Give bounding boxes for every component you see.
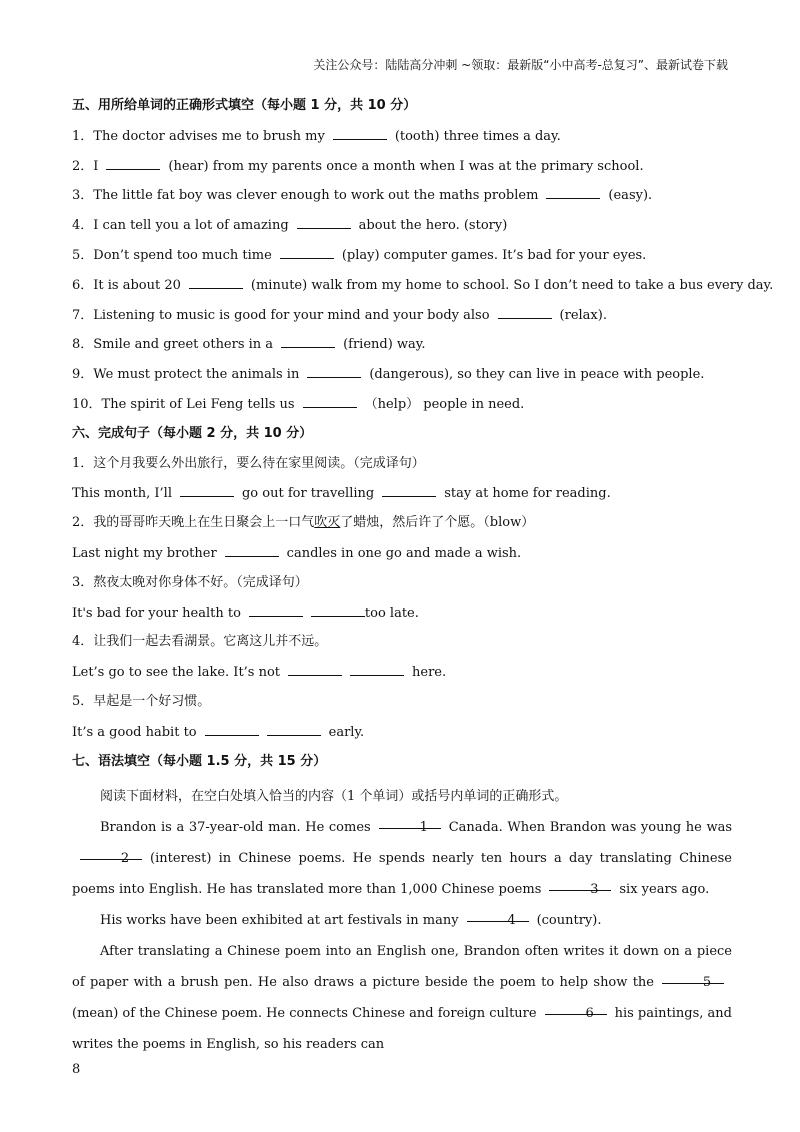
question-number: 8． (72, 337, 94, 353)
text: After translating a Chinese poem into an English one, Brandon often writes it down on a piece of paper with a brush pen. He also draws a picture beside the poem to help show the (72, 944, 732, 991)
numbered-blank[interactable]: 3 (549, 874, 611, 891)
s5-question (72, 334, 732, 364)
s5-question (72, 394, 732, 424)
text: 2．我的哥哥昨天晚上在生日聚会上一口气 (72, 515, 315, 531)
text: too late. (364, 605, 419, 621)
answer-blank[interactable] (225, 543, 279, 557)
question-number: 4． (72, 218, 94, 234)
question-number: 7． (72, 307, 94, 323)
worksheet-content (72, 96, 774, 1060)
text: It's bad for your health to (72, 605, 241, 621)
s5-question (72, 275, 774, 305)
question-hint: (minute) walk from my home to school. So I don’t need to take a bus every day. (250, 277, 774, 293)
question-text: I can tell you a lot of amazing (93, 218, 289, 234)
answer-blank[interactable] (205, 722, 259, 736)
s6-q2-chinese (72, 513, 732, 543)
answer-blank[interactable] (297, 215, 351, 229)
underlined-word: 吹灭 (314, 515, 341, 531)
question-hint: about the hero. (story) (358, 218, 508, 234)
answer-blank[interactable] (307, 364, 361, 378)
text: go out for travelling (241, 486, 375, 502)
text: Canada. When Brandon was young he was (448, 820, 732, 836)
s5-question (72, 364, 732, 394)
answer-blank[interactable] (189, 275, 243, 289)
question-text: We must protect the animals in (93, 367, 300, 383)
question-number: 2． (72, 158, 94, 174)
text: Brandon is a 37-year-old man. He comes (100, 820, 371, 836)
text: stay at home for reading. (444, 486, 611, 502)
s7-paragraph-3 (72, 936, 732, 1060)
question-hint: (dangerous), so they can live in peace with people. (369, 367, 705, 383)
text: Let’s go to see the lake. It’s not (72, 665, 281, 681)
answer-blank[interactable] (106, 156, 160, 170)
text: This month, I’ll (72, 486, 172, 502)
section-5-list (72, 126, 774, 424)
question-hint: （help） people in need. (364, 396, 525, 412)
s6-q4-chinese: 4．让我们一起去看湖景。它离这儿并不远。 (72, 634, 328, 650)
answer-blank[interactable] (498, 305, 552, 319)
question-number: 5． (72, 247, 94, 263)
answer-blank[interactable] (303, 394, 357, 408)
question-hint: (relax). (559, 307, 607, 323)
text: early. (328, 724, 365, 740)
answer-blank[interactable] (180, 483, 234, 497)
numbered-blank[interactable]: 1 (379, 812, 441, 829)
answer-blank[interactable] (280, 245, 334, 259)
page-number: 8 (72, 1062, 81, 1077)
text: candles in one go and made a wish. (286, 545, 522, 561)
question-text: The doctor advises me to brush my (93, 128, 325, 144)
text: (mean) of the Chinese poem. He connects Chinese and foreign culture (72, 1006, 537, 1022)
section-6-title: 六、完成句子（每小题 2 分，共 10 分） (72, 425, 313, 441)
question-number: 3． (72, 188, 94, 204)
answer-blank[interactable] (249, 603, 303, 617)
text: six years ago. (619, 882, 710, 898)
s5-question (72, 305, 732, 335)
s6-q3-chinese: 3．熬夜太晚对你身体不好。（完成译句） (72, 574, 308, 590)
answer-blank[interactable] (350, 662, 404, 676)
numbered-blank[interactable]: 5 (662, 967, 724, 984)
question-hint: (tooth) three times a day. (394, 128, 561, 144)
question-number: 9． (72, 367, 94, 383)
question-text: Smile and greet others in a (93, 337, 274, 353)
question-text: Don’t spend too much time (93, 247, 272, 263)
s5-question (72, 185, 732, 215)
answer-blank[interactable] (288, 662, 342, 676)
text: It’s a good habit to (72, 724, 197, 740)
numbered-blank[interactable]: 6 (545, 998, 607, 1015)
question-hint: (easy). (608, 188, 653, 204)
answer-blank[interactable] (311, 603, 365, 617)
s6-q3-english (72, 603, 732, 633)
text: (interest) in Chinese poems. He spends nearly ten hours a day translating Chinese poems into English. He has translated more than 1,000 Chinese poems (72, 851, 732, 898)
text: 了蜡烛，然后许了个愿。（blow） (340, 515, 535, 531)
s6-q2-english (72, 543, 732, 573)
answer-blank[interactable] (333, 126, 387, 140)
s7-paragraph-2 (72, 905, 732, 936)
answer-blank[interactable] (281, 334, 335, 348)
text: His works have been exhibited at art festivals in many (100, 913, 459, 929)
s5-question (72, 245, 732, 275)
s5-question (72, 126, 732, 156)
question-number: 10． (72, 396, 102, 412)
s7-intro: 阅读下面材料，在空白处填入恰当的内容（1 个单词）或括号内单词的正确形式。 (100, 789, 568, 805)
question-hint: (hear) from my parents once a month when I was at the primary school. (168, 158, 644, 174)
question-text: I (93, 158, 99, 174)
s6-q4-english (72, 662, 732, 692)
section-5-title: 五、用所给单词的正确形式填空（每小题 1 分，共 10 分） (72, 98, 417, 113)
s6-q1-english (72, 483, 732, 513)
question-hint: (friend) way. (343, 337, 426, 353)
question-text: The little fat boy was clever enough to work out the maths problem (93, 188, 539, 204)
s6-q5-chinese: 5．早起是一个好习惯。 (72, 693, 211, 709)
text: Last night my brother (72, 545, 217, 561)
section-7-title: 七、语法填空（每小题 1.5 分，共 15 分） (72, 753, 327, 769)
s7-paragraph-1 (72, 812, 732, 905)
s6-q5-english (72, 722, 732, 752)
answer-blank[interactable] (382, 483, 436, 497)
s5-question (72, 156, 732, 186)
page-header: 关注公众号：陆陆高分冲刺 ~领取：最新版“小中高考-总复习”、最新试卷下载 (313, 58, 728, 72)
text: his paintings, and writes the poems in English, so his readers can (72, 1006, 732, 1053)
question-text: The spirit of Lei Feng tells us (101, 396, 295, 412)
question-number: 6． (72, 277, 94, 293)
question-text: Listening to music is good for your mind and your body also (93, 307, 490, 323)
numbered-blank[interactable]: 2 (80, 843, 142, 860)
question-hint: (play) computer games. It’s bad for your eyes. (341, 247, 647, 263)
s5-question (72, 215, 732, 245)
text: here. (412, 665, 447, 681)
question-text: It is about 20 (93, 277, 181, 293)
question-number: 1． (72, 128, 94, 144)
answer-blank[interactable] (267, 722, 321, 736)
s6-q1-chinese: 1．这个月我要么外出旅行，要么待在家里阅读。（完成译句） (72, 455, 425, 471)
answer-blank[interactable] (546, 185, 600, 199)
text: (country). (536, 913, 602, 929)
numbered-blank[interactable]: 4 (467, 905, 529, 922)
